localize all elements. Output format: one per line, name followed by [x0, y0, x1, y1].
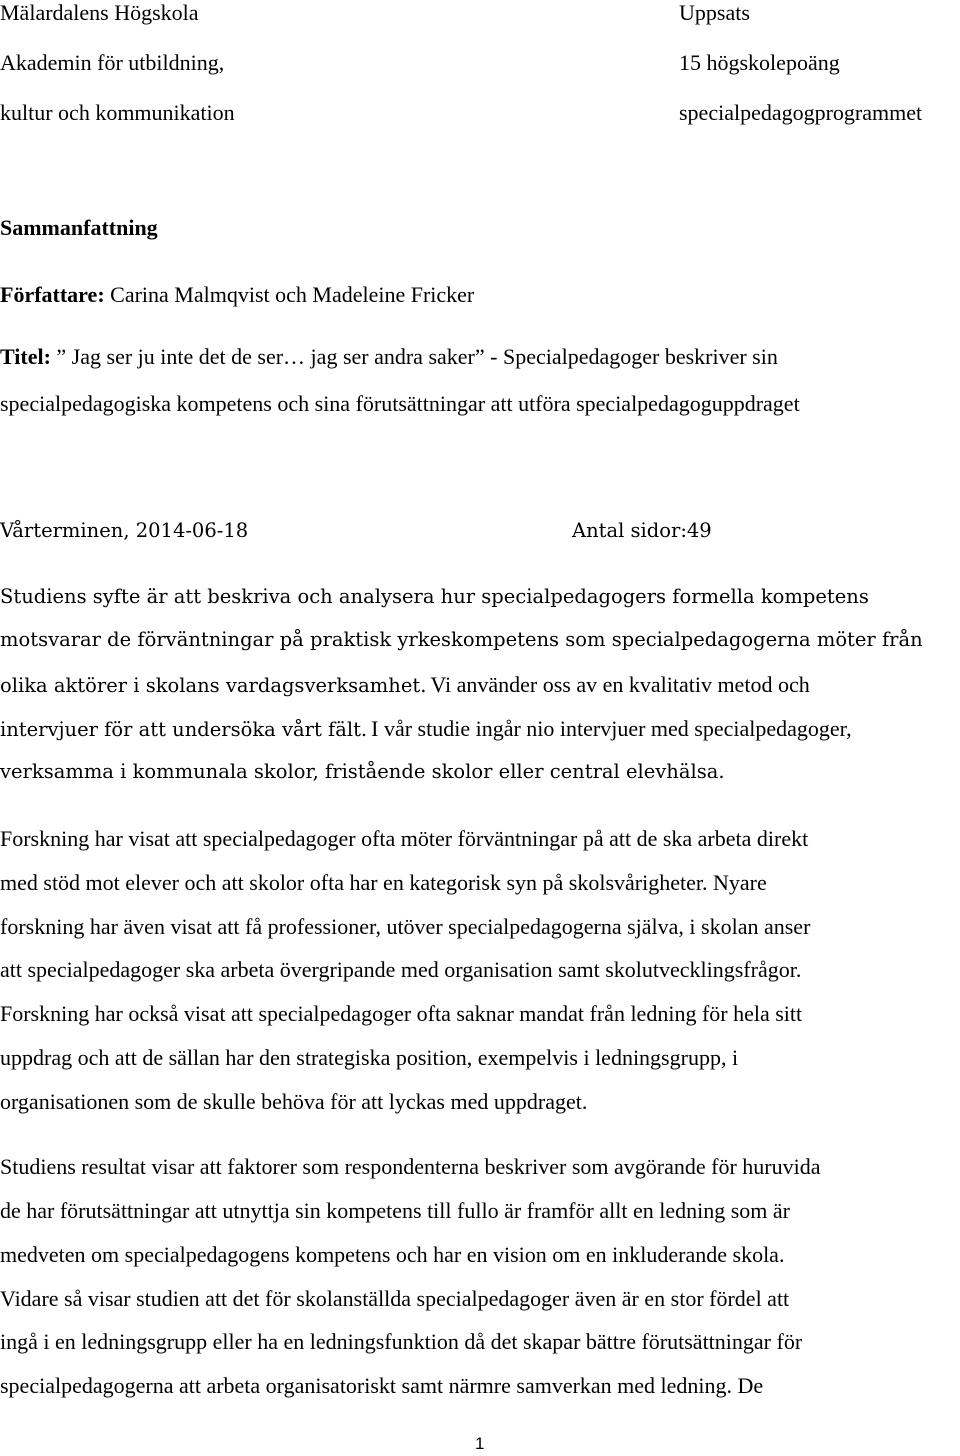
research-line-6: uppdrag och att de sällan har den strategiska position, exempelvis i ledningsgrupp, i [0, 1045, 739, 1070]
research-line-2: med stöd mot elever och att skolor ofta har en kategorisk syn på skolsvårigheter. Nyare [0, 870, 767, 895]
abstract-line-3a: olika aktörer i skolans vardagsverksamhet. [0, 674, 427, 697]
research-line-4: att specialpedagoger ska arbeta övergripande med organisation samt skolutvecklingsfrågor. [0, 957, 802, 982]
authors-value: Carina Malmqvist och Madeleine Fricker [110, 282, 475, 307]
abstract-line-4a: intervjuer för att undersöka vårt fält. [0, 718, 368, 741]
term-date: Vårterminen, 2014-06-18 [0, 519, 249, 542]
summary-heading: Sammanfattning [0, 215, 158, 240]
program-name: specialpedagogprogrammet [679, 100, 923, 125]
title-label: Titel: [0, 344, 51, 369]
document-type: Uppsats [679, 0, 750, 25]
abstract-line-4 [0, 716, 852, 742]
results-line-1: Studiens resultat visar att faktorer som respondenterna beskriver som avgörande för huruvida [0, 1154, 821, 1179]
research-line-7: organisationen som de skulle behöva för att lyckas med uppdraget. [0, 1089, 588, 1114]
abstract-line-3b: Vi använder oss av en kvalitativ metod och [430, 672, 810, 697]
research-line-1: Forskning har visat att specialpedagoger ofta möter förväntningar på att de ska arbeta direkt [0, 826, 809, 851]
page-count: Antal sidor:49 [572, 519, 712, 542]
results-line-3: medveten om specialpedagogens kompetens och har en vision om en inkluderande skola. [0, 1242, 785, 1267]
authors-label: Författare: [0, 282, 105, 307]
results-line-6: specialpedagogerna att arbeta organisatoriskt samt närmre samverkan med ledning. De [0, 1373, 764, 1398]
results-line-5: ingå i en ledningsgrupp eller ha en ledningsfunktion då det skapar bättre förutsättningar för [0, 1329, 803, 1354]
abstract-line-3 [0, 672, 810, 698]
abstract-line-2: motsvarar de förväntningar på praktisk yrkeskompetens som specialpedagogerna möter från [0, 628, 923, 651]
results-line-2: de har förutsättningar att utnyttja sin kompetens till fullo är framför allt en ledning som är [0, 1198, 790, 1223]
credits: 15 högskolepoäng [679, 50, 840, 75]
results-line-4: Vidare så visar studien att det för skolanställda specialpedagoger även är en stor fördel att [0, 1286, 790, 1311]
abstract-line-5: verksamma i kommunala skolor, fristående skolor eller central elevhälsa. [0, 760, 725, 783]
abstract-line-1: Studiens syfte är att beskriva och analysera hur specialpedagogers formella kompetens [0, 585, 869, 608]
abstract-line-4b: I vår studie ingår nio intervjuer med specialpedagoger, [371, 716, 852, 741]
academy-name: Akademin för utbildning, [0, 50, 225, 75]
research-line-5: Forskning har också visat att specialpedagoger ofta saknar mandat från ledning för hela sitt [0, 1001, 803, 1026]
title-text-1: ” Jag ser ju inte det de ser… jag ser andra saker” - Specialpedagoger beskriver sin [56, 344, 778, 369]
research-line-3: forskning har även visat att få professioner, utöver specialpedagogerna själva, i skolan anser [0, 914, 811, 939]
title-line-2: specialpedagogiska kompetens och sina förutsättningar att utföra specialpedagoguppdraget [0, 391, 800, 416]
page-number: 1 [475, 1434, 485, 1453]
university-name: Mälardalens Högskola [0, 0, 199, 25]
academy-name-cont: kultur och kommunikation [0, 100, 235, 125]
title-line-1 [0, 344, 778, 370]
authors-line [0, 282, 474, 308]
